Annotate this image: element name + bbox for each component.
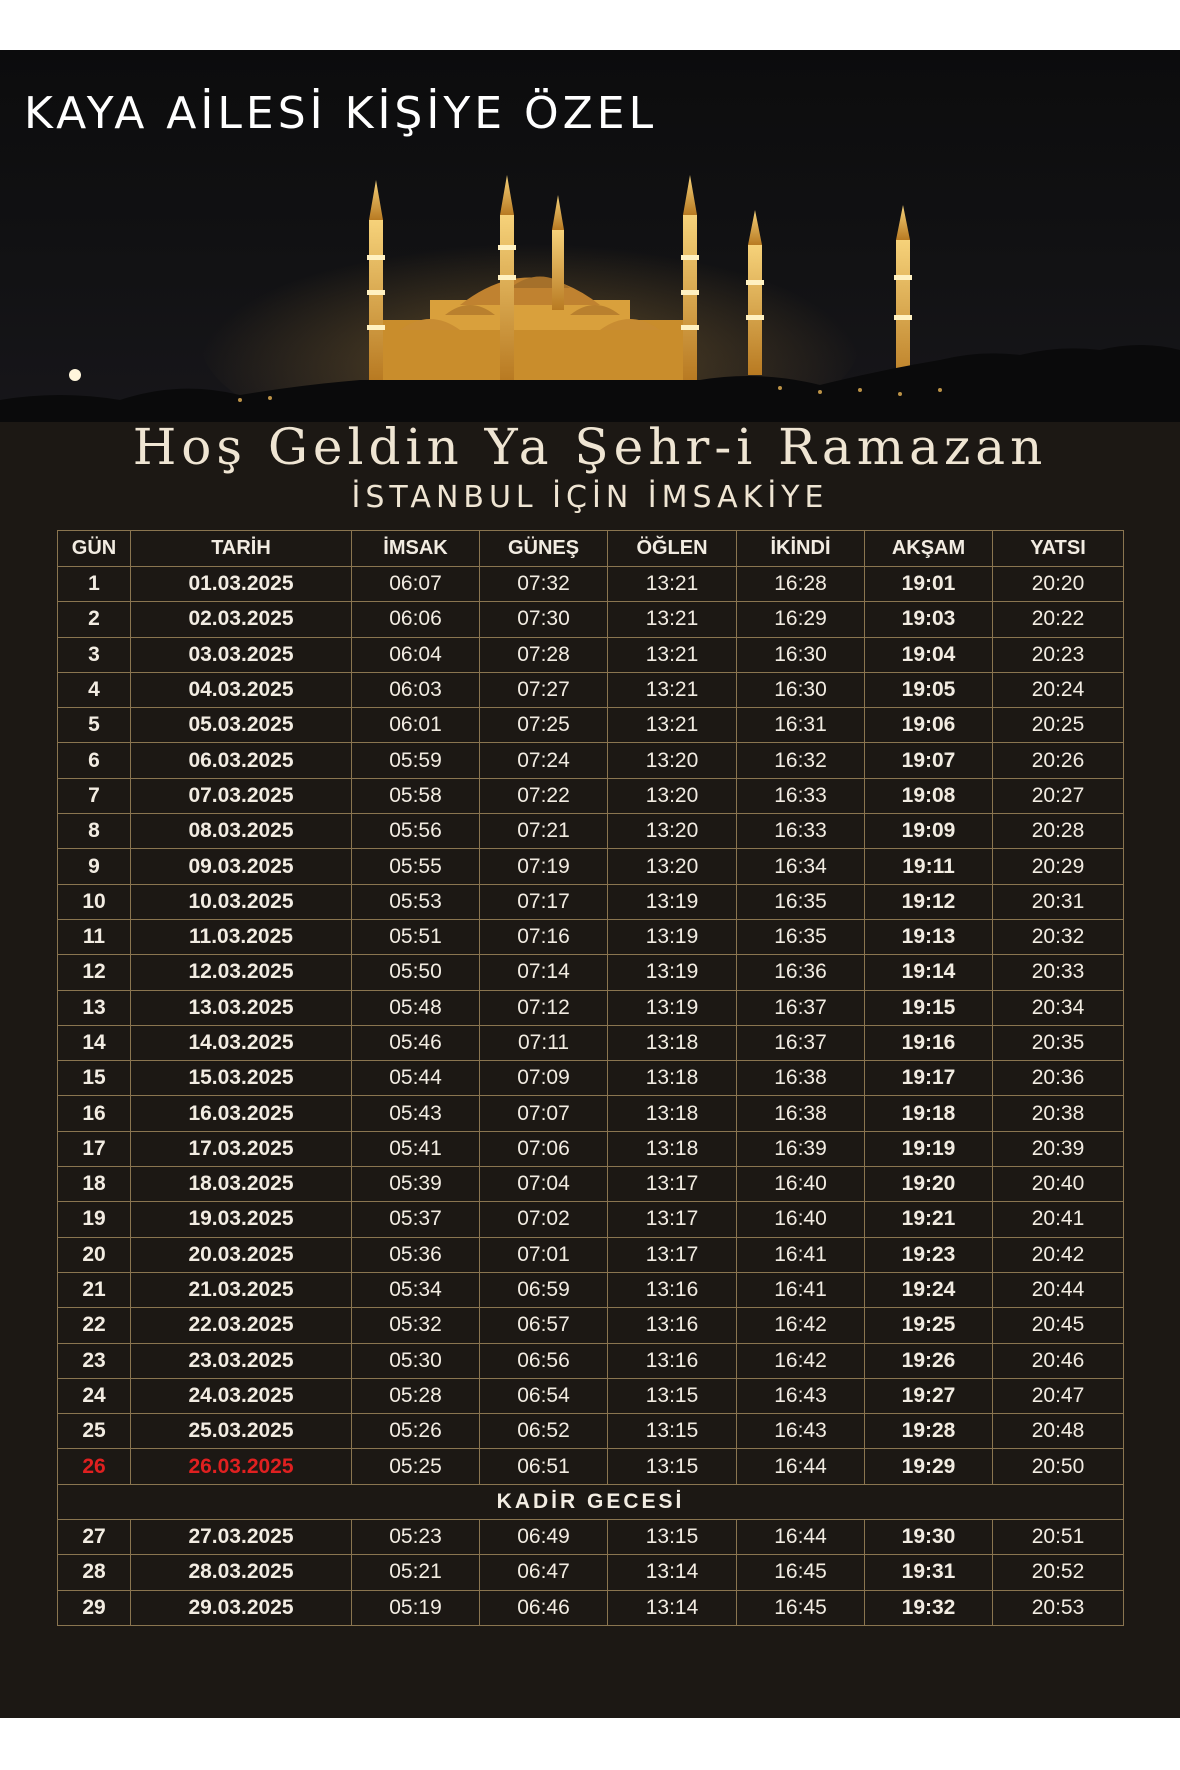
- cell-date: 11.03.2025: [131, 919, 352, 954]
- kadir-gecesi-row: [58, 1484, 1124, 1519]
- cell-yatsi: 20:51: [993, 1520, 1124, 1555]
- cell-yatsi: 20:44: [993, 1272, 1124, 1307]
- cell-imsak: 05:32: [352, 1308, 480, 1343]
- cell-oglen: 13:16: [608, 1272, 737, 1307]
- table-body: [58, 567, 1124, 1626]
- cell-imsak: 05:34: [352, 1272, 480, 1307]
- cell-date: 28.03.2025: [131, 1555, 352, 1590]
- cell-yatsi: 20:38: [993, 1096, 1124, 1131]
- cell-imsak: 05:44: [352, 1061, 480, 1096]
- cell-date: 25.03.2025: [131, 1414, 352, 1449]
- cell-day: 22: [58, 1308, 131, 1343]
- cell-oglen: 13:20: [608, 814, 737, 849]
- cell-day: 21: [58, 1272, 131, 1307]
- cell-gunes: 07:09: [480, 1061, 608, 1096]
- cell-gunes: 07:24: [480, 743, 608, 778]
- cell-ikindi: 16:37: [737, 1025, 865, 1060]
- table-row: [58, 1414, 1124, 1449]
- cell-yatsi: 20:52: [993, 1555, 1124, 1590]
- cell-oglen: 13:15: [608, 1378, 737, 1413]
- cell-gunes: 07:28: [480, 637, 608, 672]
- cell-imsak: 05:41: [352, 1131, 480, 1166]
- cell-ikindi: 16:33: [737, 778, 865, 813]
- cell-day: 18: [58, 1167, 131, 1202]
- table-row: [58, 1555, 1124, 1590]
- cell-day: 29: [58, 1590, 131, 1625]
- kadir-gecesi-label: KADİR GECESİ: [58, 1484, 1124, 1519]
- table-header-row: [58, 531, 1124, 567]
- header-gun: GÜN: [58, 531, 131, 567]
- cell-day: 20: [58, 1237, 131, 1272]
- table-row: [58, 1096, 1124, 1131]
- cell-aksam: 19:18: [865, 1096, 993, 1131]
- cell-gunes: 06:49: [480, 1520, 608, 1555]
- cell-ikindi: 16:43: [737, 1378, 865, 1413]
- cell-day: 15: [58, 1061, 131, 1096]
- cell-yatsi: 20:27: [993, 778, 1124, 813]
- cell-date: 13.03.2025: [131, 990, 352, 1025]
- cell-aksam: 19:14: [865, 955, 993, 990]
- cell-imsak: 05:36: [352, 1237, 480, 1272]
- cell-yatsi: 20:46: [993, 1343, 1124, 1378]
- cell-imsak: 05:26: [352, 1414, 480, 1449]
- cell-day: 27: [58, 1520, 131, 1555]
- cell-yatsi: 20:28: [993, 814, 1124, 849]
- cell-oglen: 13:17: [608, 1202, 737, 1237]
- cell-imsak: 06:07: [352, 567, 480, 602]
- cell-oglen: 13:21: [608, 672, 737, 707]
- cell-date: 03.03.2025: [131, 637, 352, 672]
- cell-yatsi: 20:25: [993, 708, 1124, 743]
- cell-day: 6: [58, 743, 131, 778]
- cell-date: 14.03.2025: [131, 1025, 352, 1060]
- cell-ikindi: 16:36: [737, 955, 865, 990]
- cell-gunes: 07:07: [480, 1096, 608, 1131]
- cell-oglen: 13:15: [608, 1449, 737, 1484]
- cell-yatsi: 20:35: [993, 1025, 1124, 1060]
- cell-gunes: 07:12: [480, 990, 608, 1025]
- cell-aksam: 19:29: [865, 1449, 993, 1484]
- cell-yatsi: 20:39: [993, 1131, 1124, 1166]
- table-row: [58, 743, 1124, 778]
- cell-ikindi: 16:44: [737, 1449, 865, 1484]
- cell-oglen: 13:17: [608, 1167, 737, 1202]
- cell-day: 26: [58, 1449, 131, 1484]
- cell-yatsi: 20:45: [993, 1308, 1124, 1343]
- cell-date: 18.03.2025: [131, 1167, 352, 1202]
- cell-aksam: 19:15: [865, 990, 993, 1025]
- cell-day: 16: [58, 1096, 131, 1131]
- cell-aksam: 19:03: [865, 602, 993, 637]
- cell-date: 06.03.2025: [131, 743, 352, 778]
- cell-gunes: 07:17: [480, 884, 608, 919]
- cell-yatsi: 20:29: [993, 849, 1124, 884]
- cell-gunes: 06:52: [480, 1414, 608, 1449]
- cell-gunes: 07:01: [480, 1237, 608, 1272]
- cell-ikindi: 16:39: [737, 1131, 865, 1166]
- cell-aksam: 19:21: [865, 1202, 993, 1237]
- cell-aksam: 19:01: [865, 567, 993, 602]
- cell-day: 24: [58, 1378, 131, 1413]
- cell-oglen: 13:19: [608, 955, 737, 990]
- cell-gunes: 06:54: [480, 1378, 608, 1413]
- cell-date: 08.03.2025: [131, 814, 352, 849]
- cell-day: 7: [58, 778, 131, 813]
- cell-gunes: 07:11: [480, 1025, 608, 1060]
- cell-aksam: 19:04: [865, 637, 993, 672]
- cell-imsak: 05:59: [352, 743, 480, 778]
- cell-date: 01.03.2025: [131, 567, 352, 602]
- cell-imsak: 05:46: [352, 1025, 480, 1060]
- cell-imsak: 06:01: [352, 708, 480, 743]
- cell-day: 1: [58, 567, 131, 602]
- cell-ikindi: 16:38: [737, 1061, 865, 1096]
- header-yatsi: YATSI: [993, 531, 1124, 567]
- table-row: [58, 955, 1124, 990]
- cell-aksam: 19:11: [865, 849, 993, 884]
- cell-date: 12.03.2025: [131, 955, 352, 990]
- cell-aksam: 19:25: [865, 1308, 993, 1343]
- cell-oglen: 13:17: [608, 1237, 737, 1272]
- cell-imsak: 05:50: [352, 955, 480, 990]
- cell-yatsi: 20:47: [993, 1378, 1124, 1413]
- table-row: [58, 567, 1124, 602]
- cell-aksam: 19:06: [865, 708, 993, 743]
- cell-aksam: 19:17: [865, 1061, 993, 1096]
- cell-oglen: 13:21: [608, 637, 737, 672]
- cell-ikindi: 16:30: [737, 637, 865, 672]
- cell-ikindi: 16:32: [737, 743, 865, 778]
- cell-date: 17.03.2025: [131, 1131, 352, 1166]
- cell-gunes: 06:56: [480, 1343, 608, 1378]
- cell-gunes: 06:57: [480, 1308, 608, 1343]
- cell-day: 11: [58, 919, 131, 954]
- cell-aksam: 19:24: [865, 1272, 993, 1307]
- cell-aksam: 19:26: [865, 1343, 993, 1378]
- cell-oglen: 13:18: [608, 1061, 737, 1096]
- cell-day: 14: [58, 1025, 131, 1060]
- cell-imsak: 05:23: [352, 1520, 480, 1555]
- cell-gunes: 07:27: [480, 672, 608, 707]
- cell-date: 26.03.2025: [131, 1449, 352, 1484]
- cell-ikindi: 16:41: [737, 1237, 865, 1272]
- table-row: [58, 1272, 1124, 1307]
- cell-yatsi: 20:53: [993, 1590, 1124, 1625]
- cell-date: 24.03.2025: [131, 1378, 352, 1413]
- cell-imsak: 05:53: [352, 884, 480, 919]
- cell-aksam: 19:20: [865, 1167, 993, 1202]
- table-row: [58, 1308, 1124, 1343]
- cell-oglen: 13:18: [608, 1131, 737, 1166]
- cell-date: 04.03.2025: [131, 672, 352, 707]
- cell-date: 19.03.2025: [131, 1202, 352, 1237]
- table-row: [58, 1343, 1124, 1378]
- cell-aksam: 19:09: [865, 814, 993, 849]
- cell-yatsi: 20:31: [993, 884, 1124, 919]
- cell-ikindi: 16:35: [737, 919, 865, 954]
- cell-ikindi: 16:42: [737, 1343, 865, 1378]
- cell-aksam: 19:16: [865, 1025, 993, 1060]
- cell-date: 10.03.2025: [131, 884, 352, 919]
- table-row: [58, 919, 1124, 954]
- cell-yatsi: 20:33: [993, 955, 1124, 990]
- cell-oglen: 13:21: [608, 708, 737, 743]
- cell-oglen: 13:20: [608, 778, 737, 813]
- cell-date: 15.03.2025: [131, 1061, 352, 1096]
- cell-date: 07.03.2025: [131, 778, 352, 813]
- cell-imsak: 06:04: [352, 637, 480, 672]
- table-row: [58, 884, 1124, 919]
- table-row: [58, 1167, 1124, 1202]
- cell-ikindi: 16:30: [737, 672, 865, 707]
- cell-yatsi: 20:42: [993, 1237, 1124, 1272]
- cell-oglen: 13:18: [608, 1096, 737, 1131]
- cell-date: 29.03.2025: [131, 1590, 352, 1625]
- cell-day: 13: [58, 990, 131, 1025]
- cell-gunes: 07:16: [480, 919, 608, 954]
- cell-date: 22.03.2025: [131, 1308, 352, 1343]
- header-aksam: AKŞAM: [865, 531, 993, 567]
- cell-aksam: 19:23: [865, 1237, 993, 1272]
- cell-imsak: 05:37: [352, 1202, 480, 1237]
- cell-day: 8: [58, 814, 131, 849]
- cell-oglen: 13:15: [608, 1520, 737, 1555]
- cell-oglen: 13:14: [608, 1555, 737, 1590]
- cell-yatsi: 20:41: [993, 1202, 1124, 1237]
- cell-date: 27.03.2025: [131, 1520, 352, 1555]
- cell-imsak: 05:19: [352, 1590, 480, 1625]
- cell-oglen: 13:20: [608, 849, 737, 884]
- cell-aksam: 19:28: [865, 1414, 993, 1449]
- cell-aksam: 19:08: [865, 778, 993, 813]
- cell-imsak: 05:56: [352, 814, 480, 849]
- cell-day: 5: [58, 708, 131, 743]
- table-row: [58, 778, 1124, 813]
- prayer-times-table: [57, 530, 1124, 1626]
- cell-aksam: 19:31: [865, 1555, 993, 1590]
- table-row: [58, 990, 1124, 1025]
- cell-yatsi: 20:26: [993, 743, 1124, 778]
- table-row: [58, 1202, 1124, 1237]
- cell-gunes: 07:30: [480, 602, 608, 637]
- cell-yatsi: 20:40: [993, 1167, 1124, 1202]
- cell-imsak: 05:39: [352, 1167, 480, 1202]
- cell-aksam: 19:27: [865, 1378, 993, 1413]
- cell-oglen: 13:19: [608, 884, 737, 919]
- cell-yatsi: 20:24: [993, 672, 1124, 707]
- cell-ikindi: 16:43: [737, 1414, 865, 1449]
- table-row: [58, 1025, 1124, 1060]
- cell-gunes: 06:47: [480, 1555, 608, 1590]
- cell-date: 05.03.2025: [131, 708, 352, 743]
- cell-gunes: 07:25: [480, 708, 608, 743]
- cell-ikindi: 16:40: [737, 1202, 865, 1237]
- cell-day: 23: [58, 1343, 131, 1378]
- cell-oglen: 13:15: [608, 1414, 737, 1449]
- cell-gunes: 07:04: [480, 1167, 608, 1202]
- cell-gunes: 07:21: [480, 814, 608, 849]
- table-row: [58, 637, 1124, 672]
- cell-oglen: 13:20: [608, 743, 737, 778]
- table-row: [58, 1520, 1124, 1555]
- cell-day: 12: [58, 955, 131, 990]
- cell-date: 20.03.2025: [131, 1237, 352, 1272]
- cell-gunes: 06:59: [480, 1272, 608, 1307]
- subtitle: İSTANBUL İÇİN İMSAKİYE: [351, 480, 829, 515]
- cell-aksam: 19:30: [865, 1520, 993, 1555]
- cell-ikindi: 16:28: [737, 567, 865, 602]
- cell-oglen: 13:16: [608, 1308, 737, 1343]
- cell-day: 10: [58, 884, 131, 919]
- cell-yatsi: 20:20: [993, 567, 1124, 602]
- cell-date: 09.03.2025: [131, 849, 352, 884]
- cell-imsak: 06:06: [352, 602, 480, 637]
- cell-imsak: 05:30: [352, 1343, 480, 1378]
- mosque-photo: [0, 50, 1180, 422]
- cell-day: 25: [58, 1414, 131, 1449]
- table-row: [58, 672, 1124, 707]
- cell-ikindi: 16:35: [737, 884, 865, 919]
- table-row: [58, 1237, 1124, 1272]
- cell-gunes: 07:06: [480, 1131, 608, 1166]
- cell-yatsi: 20:23: [993, 637, 1124, 672]
- cell-imsak: 05:48: [352, 990, 480, 1025]
- cell-gunes: 06:46: [480, 1590, 608, 1625]
- cell-aksam: 19:05: [865, 672, 993, 707]
- cell-ikindi: 16:33: [737, 814, 865, 849]
- cell-oglen: 13:16: [608, 1343, 737, 1378]
- table-row: [58, 1131, 1124, 1166]
- cell-yatsi: 20:34: [993, 990, 1124, 1025]
- cell-ikindi: 16:29: [737, 602, 865, 637]
- family-title: KAYA AİLESİ KİŞİYE ÖZEL: [24, 88, 658, 139]
- cell-date: 21.03.2025: [131, 1272, 352, 1307]
- cell-date: 23.03.2025: [131, 1343, 352, 1378]
- cell-day: 3: [58, 637, 131, 672]
- cell-yatsi: 20:48: [993, 1414, 1124, 1449]
- cell-gunes: 07:19: [480, 849, 608, 884]
- cell-ikindi: 16:34: [737, 849, 865, 884]
- table-row: [58, 849, 1124, 884]
- cell-ikindi: 16:42: [737, 1308, 865, 1343]
- cell-ikindi: 16:31: [737, 708, 865, 743]
- header-tarih: TARİH: [131, 531, 352, 567]
- cell-oglen: 13:21: [608, 567, 737, 602]
- cell-oglen: 13:19: [608, 919, 737, 954]
- cell-day: 28: [58, 1555, 131, 1590]
- cell-yatsi: 20:50: [993, 1449, 1124, 1484]
- cell-imsak: 05:25: [352, 1449, 480, 1484]
- header-imsak: İMSAK: [352, 531, 480, 567]
- cell-aksam: 19:19: [865, 1131, 993, 1166]
- cell-imsak: 05:21: [352, 1555, 480, 1590]
- cell-imsak: 05:55: [352, 849, 480, 884]
- table-row: [58, 602, 1124, 637]
- cell-ikindi: 16:37: [737, 990, 865, 1025]
- table-row: [58, 708, 1124, 743]
- cell-gunes: 07:02: [480, 1202, 608, 1237]
- cell-imsak: 05:58: [352, 778, 480, 813]
- cell-ikindi: 16:44: [737, 1520, 865, 1555]
- header-ikindi: İKİNDİ: [737, 531, 865, 567]
- cell-day: 17: [58, 1131, 131, 1166]
- table-row: [58, 1449, 1124, 1484]
- cell-yatsi: 20:36: [993, 1061, 1124, 1096]
- cell-date: 02.03.2025: [131, 602, 352, 637]
- cell-gunes: 07:32: [480, 567, 608, 602]
- cell-gunes: 07:22: [480, 778, 608, 813]
- cell-imsak: 05:51: [352, 919, 480, 954]
- cell-gunes: 06:51: [480, 1449, 608, 1484]
- cell-gunes: 07:14: [480, 955, 608, 990]
- cell-imsak: 05:43: [352, 1096, 480, 1131]
- cell-day: 2: [58, 602, 131, 637]
- cell-day: 9: [58, 849, 131, 884]
- cell-oglen: 13:21: [608, 602, 737, 637]
- cell-ikindi: 16:40: [737, 1167, 865, 1202]
- cell-aksam: 19:07: [865, 743, 993, 778]
- table-row: [58, 1378, 1124, 1413]
- cell-aksam: 19:13: [865, 919, 993, 954]
- cell-yatsi: 20:22: [993, 602, 1124, 637]
- cell-date: 16.03.2025: [131, 1096, 352, 1131]
- cell-day: 4: [58, 672, 131, 707]
- cell-ikindi: 16:38: [737, 1096, 865, 1131]
- cell-imsak: 06:03: [352, 672, 480, 707]
- header-gunes: GÜNEŞ: [480, 531, 608, 567]
- cell-aksam: 19:32: [865, 1590, 993, 1625]
- cell-ikindi: 16:45: [737, 1590, 865, 1625]
- cell-aksam: 19:12: [865, 884, 993, 919]
- imsakiye-poster: [0, 50, 1180, 1718]
- cell-day: 19: [58, 1202, 131, 1237]
- cell-oglen: 13:14: [608, 1590, 737, 1625]
- table-row: [58, 1590, 1124, 1625]
- table-row: [58, 1061, 1124, 1096]
- main-title: Hoş Geldin Ya Şehr-i Ramazan: [132, 418, 1048, 476]
- table-row: [58, 814, 1124, 849]
- cell-imsak: 05:28: [352, 1378, 480, 1413]
- cell-oglen: 13:18: [608, 1025, 737, 1060]
- cell-yatsi: 20:32: [993, 919, 1124, 954]
- cell-ikindi: 16:45: [737, 1555, 865, 1590]
- header-oglen: ÖĞLEN: [608, 531, 737, 567]
- cell-ikindi: 16:41: [737, 1272, 865, 1307]
- cell-oglen: 13:19: [608, 990, 737, 1025]
